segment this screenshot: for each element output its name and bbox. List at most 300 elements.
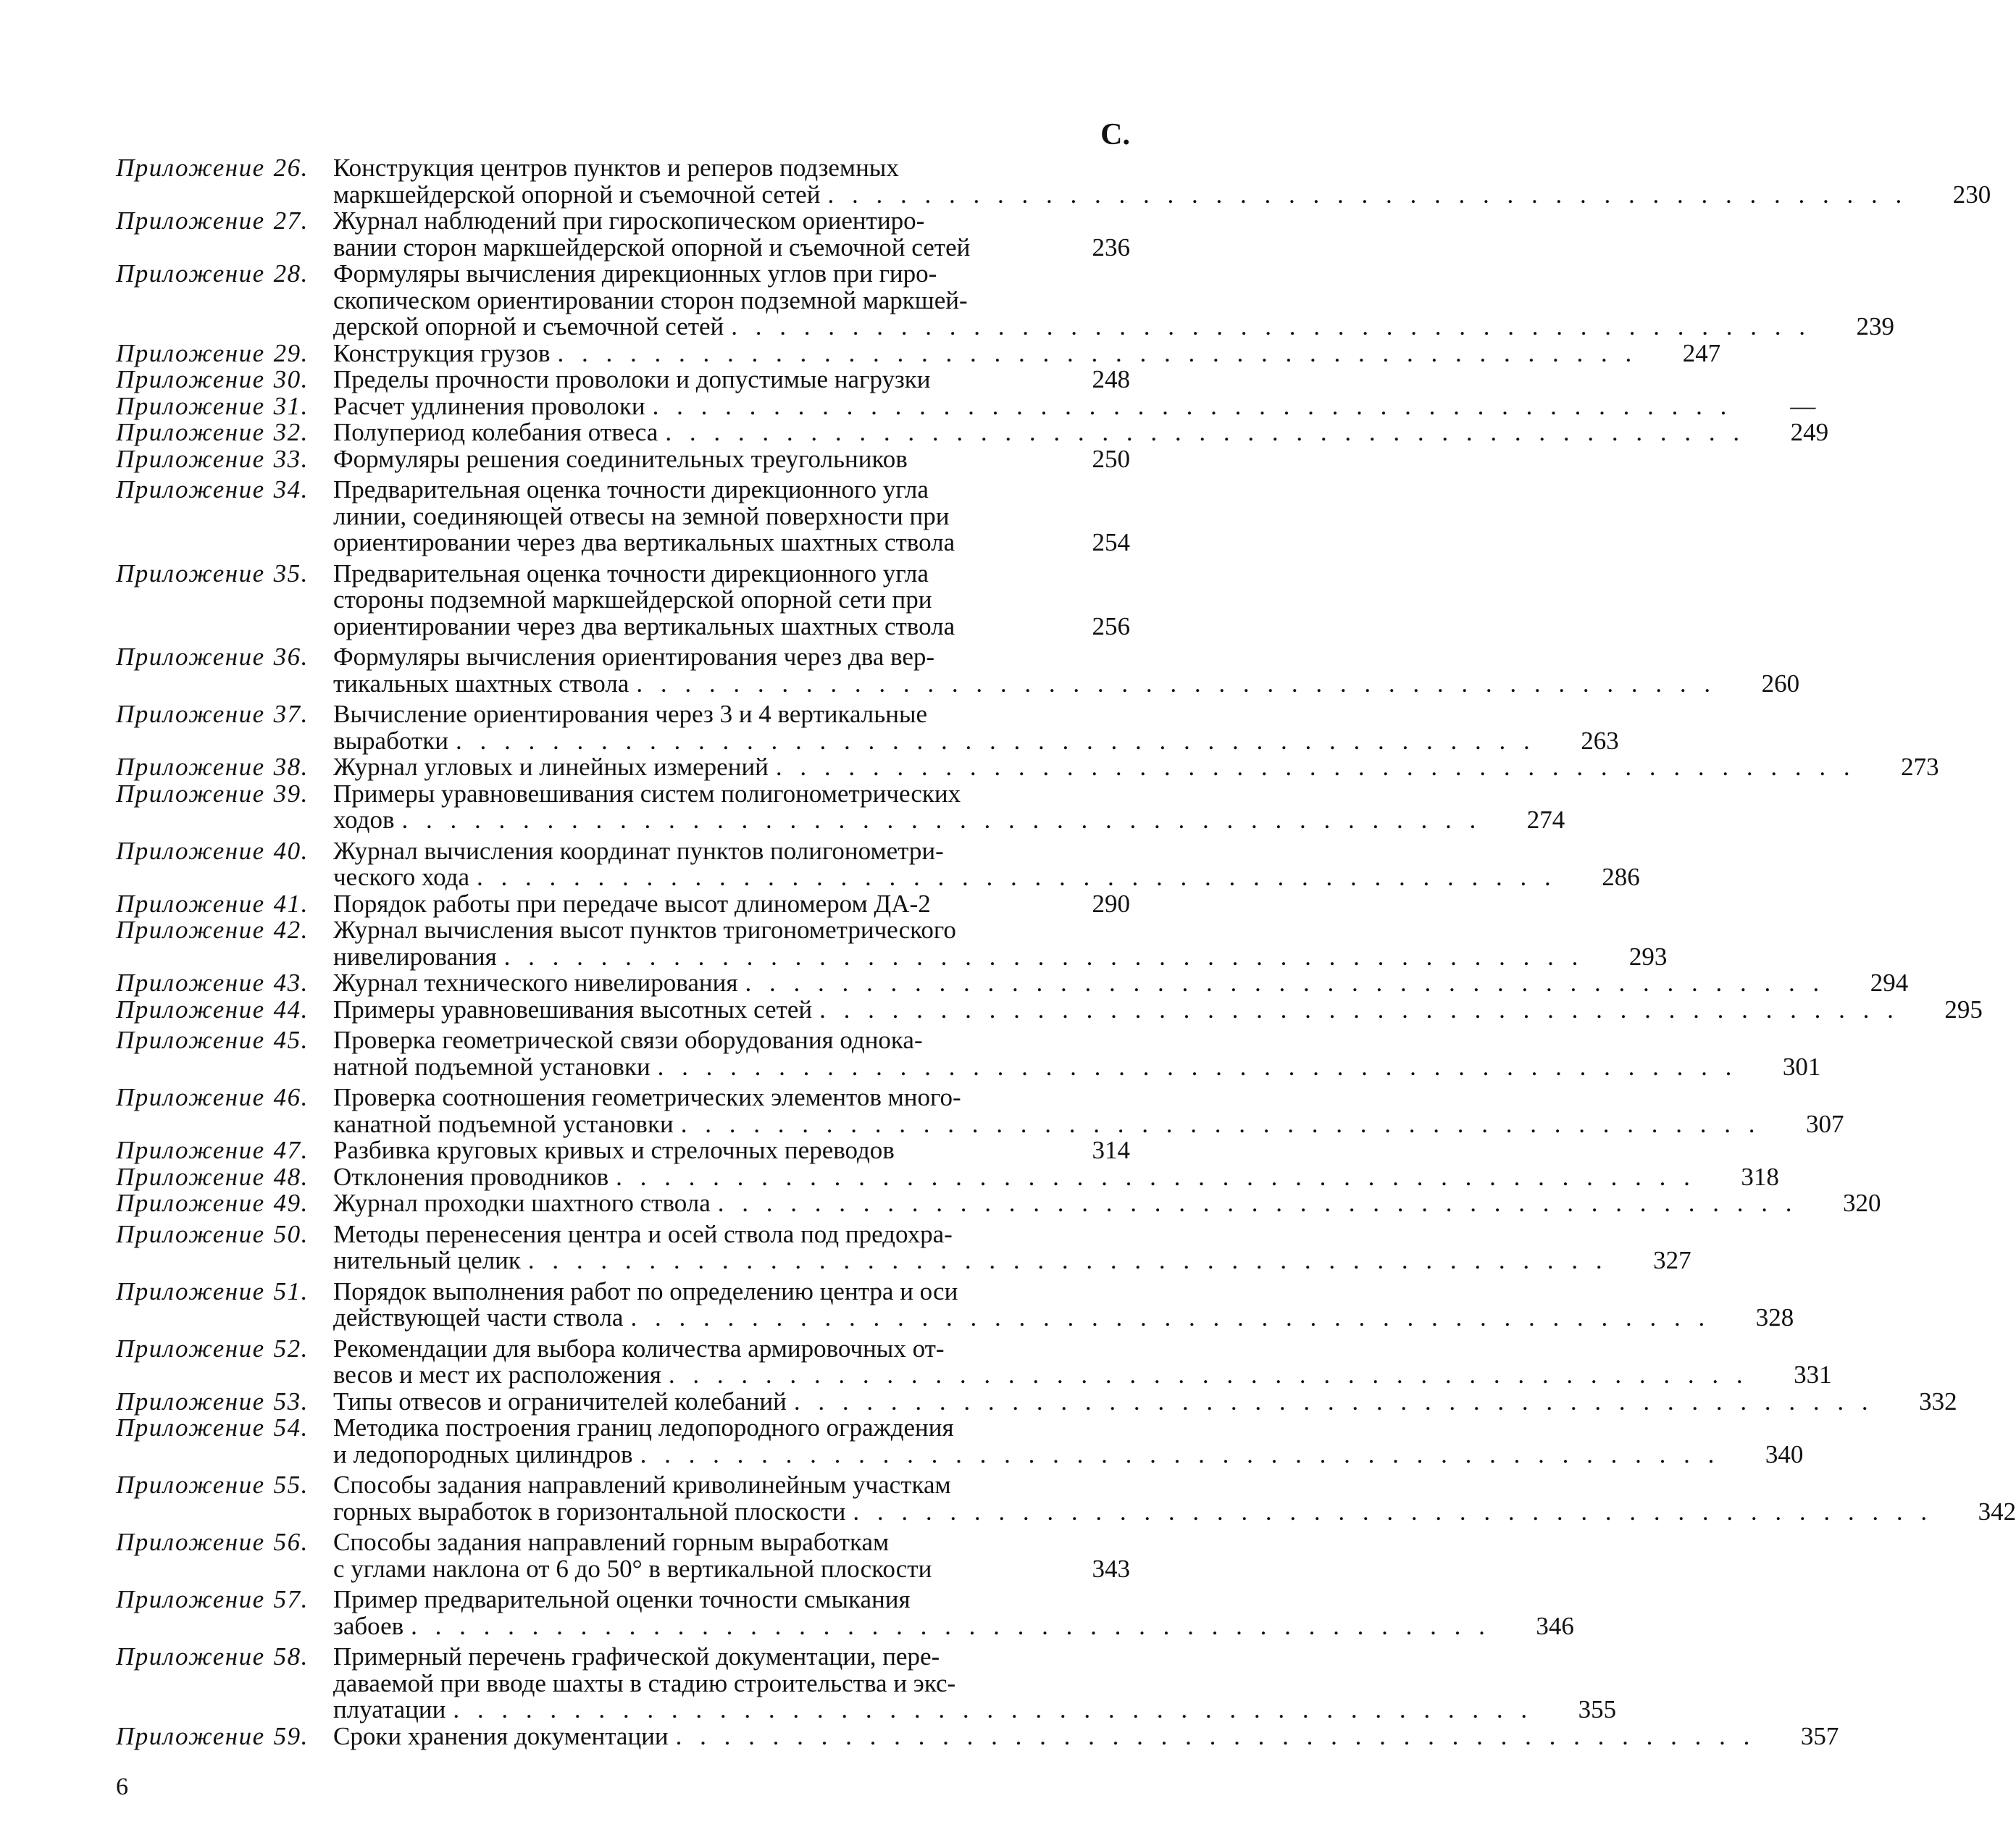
- appendix-word: Приложение: [116, 338, 265, 367]
- toc-entry: [116, 1721, 1839, 1750]
- dot-leaders: . . . . . . . . . . . . . . . . . . . . . . . . . . . . . . . . . . . . . . . . . . . . .: [616, 1162, 1696, 1191]
- toc-page-number: 320: [1843, 1189, 1881, 1217]
- toc-entry-title: Методы перенесения центра и осей ствола под предохра-: [333, 1219, 953, 1248]
- toc-entry-label: [116, 1472, 333, 1499]
- appendix-number: 51.: [273, 1276, 309, 1305]
- toc-entry-title: Способы задания направлений горным выработкам: [333, 1528, 890, 1556]
- toc-entry-title: Пределы прочности проволоки и допустимые нагрузки: [333, 365, 931, 393]
- toc-entry-title: вании сторон маркшейдерской опорной и съемочной сетей: [333, 233, 971, 262]
- toc-entry-label: [116, 1190, 333, 1217]
- toc-entry-line: [333, 1611, 1574, 1640]
- toc-entry-label: [116, 1723, 333, 1750]
- appendix-number: 34.: [273, 475, 309, 503]
- appendix-word: Приложение: [116, 1162, 265, 1191]
- toc-entry-title: Примерный перечень графической документации, пере-: [333, 1642, 940, 1671]
- toc-entry-line: [333, 701, 1130, 728]
- dot-leaders: . . . . . . . . . . . . . . . . . . . . . . . . . . . . . . . . . . . . . . . . . . . . .: [640, 1439, 1720, 1468]
- toc-entry: [116, 1162, 1779, 1191]
- toc-page-number: 328: [1755, 1303, 1794, 1332]
- appendix-number: 56.: [273, 1528, 309, 1556]
- appendix-word: Приложение: [116, 969, 265, 997]
- dot-leaders: . . . . . . . . . . . . . . . . . . . . . . . . . . . . . . . . . . . . . . . . . . . . .: [636, 669, 1717, 698]
- appendix-number: 29.: [273, 338, 309, 367]
- toc-entry-line: [333, 587, 1130, 614]
- appendix-number: 37.: [273, 700, 309, 728]
- appendix-number: 58.: [273, 1642, 309, 1671]
- appendix-number: 49.: [273, 1189, 309, 1217]
- toc-entry-line: [333, 208, 1130, 235]
- toc-entry-label: [116, 1085, 333, 1111]
- dot-leaders: . . . . . . . . . . . . . . . . . . . . . . . . . . . . . . . . . . . . . . . . . . . . .: [453, 1695, 1534, 1723]
- appendix-number: 27.: [273, 206, 309, 235]
- toc-entry-line: [333, 1162, 1779, 1191]
- toc-entry-line: [333, 1415, 1130, 1442]
- toc-entry: [116, 995, 1983, 1024]
- toc-entry-line: [333, 753, 1939, 781]
- toc-entry-title: тикальных шахтных ствола: [333, 669, 630, 698]
- appendix-word: Приложение: [116, 365, 265, 393]
- appendix-word: Приложение: [116, 444, 265, 473]
- toc-entry-title: Методика построения границ ледопородного ограждения: [333, 1413, 954, 1442]
- appendix-word: Приложение: [116, 1083, 265, 1111]
- toc-entry-line: [333, 838, 1130, 865]
- toc-page-number: 250: [1092, 444, 1130, 473]
- toc-entry-title: Журнал технического нивелирования: [333, 969, 738, 997]
- toc-entry: [116, 208, 1130, 261]
- toc-entry-label: [116, 1164, 333, 1191]
- appendix-word: Приложение: [116, 475, 265, 503]
- appendix-word: Приложение: [116, 1334, 265, 1363]
- toc-entry-line: [333, 942, 1668, 971]
- toc-page-number: 294: [1870, 969, 1909, 997]
- toc-entry: [116, 259, 1895, 340]
- toc-entry-title: Отклонения проводников: [333, 1162, 609, 1191]
- toc-entry-line: [333, 863, 1640, 891]
- toc-page-number: 273: [1901, 753, 1939, 781]
- toc-entry: [116, 1219, 1691, 1274]
- appendix-word: Приложение: [116, 1026, 265, 1054]
- appendix-word: Приложение: [116, 206, 265, 235]
- dot-leaders: . . . . . . . . . . . . . . . . . . . . . . . . . . . . . . . . . . . . . . . . . . . . .: [630, 1303, 1711, 1332]
- toc-entry: [116, 1083, 1844, 1138]
- toc-entry-line: [333, 418, 1829, 446]
- toc-page-number: 357: [1800, 1721, 1839, 1750]
- toc-entry-line: [333, 1529, 1130, 1556]
- toc-entry-title: Сроки хранения документации: [333, 1721, 669, 1750]
- toc-entry-label: [116, 997, 333, 1024]
- toc-page-number: 332: [1919, 1387, 1957, 1416]
- dot-leaders: . . . . . . . . . . . . . . . . . . . . . . . . . . . . . . . . . . . . . . . . . . . . .: [557, 338, 1638, 367]
- toc-entry: [116, 1642, 1617, 1723]
- toc-entry-title: Предварительная оценка точности дирекционного угла: [333, 475, 929, 503]
- appendix-number: 31.: [273, 391, 309, 420]
- toc-page-number: 249: [1790, 418, 1829, 446]
- dot-leaders: . . . . . . . . . . . . . . . . . . . . . . . . . . . . . . . . . . . . . . . . . . . . .: [657, 1052, 1738, 1081]
- toc-entry-label: [116, 419, 333, 446]
- appendix-word: Приложение: [116, 1387, 265, 1416]
- appendix-word: Приложение: [116, 1219, 265, 1248]
- appendix-word: Приложение: [116, 391, 265, 420]
- toc-entry-title: выработки: [333, 726, 448, 755]
- toc-entry-title: Формуляры вычисления дирекционных углов при гиро-: [333, 259, 937, 288]
- toc-entry-label: [116, 561, 333, 588]
- toc-entry-line: [333, 1721, 1839, 1750]
- toc-entry-line: [333, 1361, 1832, 1389]
- toc-entry-line: [333, 1052, 1821, 1081]
- appendix-number: 40.: [273, 836, 309, 865]
- toc-entry-title: натной подъемной установки: [333, 1052, 651, 1081]
- toc-entry-label: [116, 838, 333, 865]
- appendix-word: Приложение: [116, 259, 265, 288]
- appendix-number: 52.: [273, 1334, 309, 1363]
- dot-leaders: . . . . . . . . . . . . . . . . . . . . . . . . . . . . . . . . . . . . . . . . . . . . .: [793, 1387, 1874, 1416]
- toc-page-number: 230: [1952, 180, 1991, 209]
- appendix-word: Приложение: [116, 916, 265, 944]
- toc-entry-label: [116, 1644, 333, 1671]
- toc-page-number: 307: [1805, 1109, 1844, 1138]
- toc-entry-title: Порядок работы при передаче высот длиномером ДА-2: [333, 889, 931, 918]
- toc-entry-label: [116, 367, 333, 393]
- toc-entry-title: линии, соединяющей отвесы на земной поверхности при: [333, 501, 950, 530]
- toc-entry-line: [333, 1137, 1130, 1164]
- toc-entry-line: [333, 285, 1130, 314]
- toc-entry-title: плуатации: [333, 1695, 446, 1723]
- toc-entry-line: [333, 1027, 1130, 1054]
- toc-page-number: 346: [1536, 1611, 1574, 1640]
- appendix-word: Приложение: [116, 995, 265, 1024]
- toc-entry-line: [333, 1497, 2016, 1526]
- toc-page-number: 274: [1526, 806, 1565, 834]
- appendix-word: Приложение: [116, 1721, 265, 1750]
- dot-leaders: . . . . . . . . . . . . . . . . . . . . . . . . . . . . . . . . . . . . . . . . . . . . .: [819, 995, 1899, 1024]
- toc-page-number: 331: [1794, 1361, 1832, 1389]
- toc-entry-title: Рекомендации для выбора количества армировочных от-: [333, 1334, 945, 1363]
- toc-page-number: 343: [1092, 1554, 1130, 1583]
- toc-entry-label: [116, 1389, 333, 1416]
- dot-leaders: . . . . . . . . . . . . . . . . . . . . . . . . . . . . . . . . . . . . . . . . . . . . .: [675, 1721, 1756, 1750]
- toc-page-number: —: [1790, 391, 1816, 420]
- toc-entry-label: [116, 644, 333, 671]
- appendix-number: 43.: [273, 969, 309, 997]
- appendix-word: Приложение: [116, 559, 265, 588]
- appendix-word: Приложение: [116, 1136, 265, 1164]
- toc-entry: [116, 446, 1130, 473]
- appendix-word: Приложение: [116, 889, 265, 918]
- toc-entry-line: [333, 1695, 1617, 1723]
- toc-entry-label: [116, 446, 333, 473]
- toc-entry-line: [333, 1668, 1130, 1697]
- toc-entry-line: [333, 391, 1816, 420]
- toc-entry: [116, 1529, 1130, 1582]
- appendix-number: 59.: [273, 1721, 309, 1750]
- toc-entry-title: нительный целик: [333, 1246, 521, 1274]
- toc-entry-title: с углами наклона от 6 до 50° в вертикальной плоскости: [333, 1554, 932, 1583]
- toc-page-number: 236: [1092, 233, 1130, 262]
- toc-entry-label: [116, 1415, 333, 1442]
- toc-entry-title: Журнал вычисления координат пунктов полигонометри-: [333, 836, 944, 865]
- appendix-word: Приложение: [116, 836, 265, 865]
- toc-page-number: 247: [1682, 338, 1721, 367]
- toc-entry-title: Формуляры вычисления ориентирования через два вер-: [333, 643, 935, 671]
- toc-entry-line: [333, 1472, 1130, 1499]
- appendix-number: 30.: [273, 365, 309, 393]
- dot-leaders: . . . . . . . . . . . . . . . . . . . . . . . . . . . . . . . . . . . . . . . . . . . . .: [665, 418, 1746, 446]
- toc-entry-line: [333, 891, 1130, 918]
- toc-entry-label: [116, 261, 333, 288]
- dot-leaders: . . . . . . . . . . . . . . . . . . . . . . . . . . . . . . . . . . . . . . . . . . . . .: [668, 1361, 1749, 1389]
- toc-entry: [116, 916, 1668, 971]
- appendix-word: Приложение: [116, 1276, 265, 1305]
- appendix-number: 55.: [273, 1471, 309, 1499]
- toc-entry-title: и ледопородных цилиндров: [333, 1439, 633, 1468]
- toc-entry-title: дерской опорной и съемочной сетей: [333, 312, 724, 340]
- toc-entry-line: [333, 1303, 1794, 1332]
- toc-entry-title: Журнал наблюдений при гироскопическом ориентиро-: [333, 206, 925, 235]
- toc-entry-label: [116, 1587, 333, 1613]
- toc-page-number: 355: [1578, 1695, 1617, 1723]
- toc-entry-line: [333, 1276, 1130, 1305]
- toc-entry-line: [333, 1336, 1130, 1363]
- toc-entry-title: Разбивка круговых кривых и стрелочных переводов: [333, 1136, 895, 1164]
- appendix-word: Приложение: [116, 1471, 265, 1499]
- toc-entry-label: [116, 1336, 333, 1363]
- appendix-number: 39.: [273, 779, 309, 808]
- toc-entry-title: Способы задания направлений криволинейным участкам: [333, 1471, 951, 1499]
- dot-leaders: . . . . . . . . . . . . . . . . . . . . . . . . . . . . . . . . . . . . . . . . . . . . .: [731, 312, 1812, 340]
- toc-entry-title: стороны подземной маркшейдерской опорной сети при: [333, 585, 932, 614]
- toc-entry: [116, 836, 1640, 891]
- appendix-number: 33.: [273, 444, 309, 473]
- toc-entry: [116, 1189, 1881, 1217]
- toc-entry-title: действующей части ствола: [333, 1303, 624, 1332]
- dot-leaders: . . . . . . . . . . . . . . . . . . . . . . . . . . . . . . . . . . . . . . . . . . . . .: [775, 753, 1856, 781]
- toc-page-number: 301: [1782, 1052, 1821, 1081]
- dot-leaders: . . . . . . . . . . . . . . . . . . . . . . . . . . . . . . . . . . . . . . . . . . . . .: [680, 1109, 1761, 1138]
- toc-entry-title: Вычисление ориентирования через 3 и 4 вертикальные: [333, 700, 928, 728]
- toc-entry-label: [116, 208, 333, 235]
- toc-entry: [116, 338, 1721, 367]
- toc-entry-line: [333, 1439, 1804, 1468]
- dot-leaders: . . . . . . . . . . . . . . . . . . . . . . . . . . . . . . . . . . . . . . . . . . . . .: [853, 1497, 1933, 1526]
- toc-entry: [116, 779, 1565, 834]
- toc-entry-title: Полупериод колебания отвеса: [333, 418, 658, 446]
- toc-entry: [116, 1026, 1821, 1081]
- toc-entry-title: маркшейдерской опорной и съемочной сетей: [333, 180, 821, 209]
- toc-entry: [116, 1334, 1832, 1389]
- toc-entry-line: [333, 367, 1130, 393]
- toc-entry-title: горных выработок в горизонтальной плоскости: [333, 1497, 846, 1526]
- toc-entry-title: весов и мест их расположения: [333, 1361, 661, 1389]
- toc-entry-label: [116, 155, 333, 182]
- toc-page-number: 327: [1653, 1246, 1691, 1274]
- toc-entry-title: Конструкция грузов: [333, 338, 551, 367]
- toc-entry-label: [116, 340, 333, 367]
- toc-entry-label: [116, 891, 333, 918]
- appendix-number: 42.: [273, 916, 309, 944]
- appendix-word: Приложение: [116, 643, 265, 671]
- toc-entry-title: ческого хода: [333, 863, 470, 891]
- toc-entry: [116, 1276, 1794, 1332]
- appendix-word: Приложение: [116, 1189, 265, 1217]
- appendix-number: 44.: [273, 995, 309, 1024]
- toc-entry-title: Типы отвесов и ограничителей колебаний: [333, 1387, 787, 1416]
- toc-page-number: 254: [1092, 528, 1130, 556]
- toc-entry-title: Конструкция центров пунктов и реперов подземных: [333, 154, 899, 182]
- toc-entry: [116, 367, 1130, 393]
- toc-entry-line: [333, 669, 1800, 698]
- toc-entry-line: [333, 644, 1130, 671]
- appendix-number: 50.: [273, 1219, 309, 1248]
- dot-leaders: . . . . . . . . . . . . . . . . . . . . . . . . . . . . . . . . . . . . . . . . . . . . .: [503, 942, 1584, 971]
- toc-entry-title: Пример предварительной оценки точности смыкания: [333, 1585, 911, 1613]
- appendix-number: 32.: [273, 418, 309, 446]
- toc-entry-line: [333, 1246, 1691, 1274]
- toc-entry-line: [333, 1644, 1130, 1671]
- appendix-number: 53.: [273, 1387, 309, 1416]
- toc-entry: [116, 1137, 1130, 1164]
- appendix-number: 36.: [273, 643, 309, 671]
- appendix-number: 28.: [273, 259, 309, 288]
- appendix-number: 45.: [273, 1026, 309, 1054]
- toc-page-number: 314: [1092, 1136, 1130, 1164]
- dot-leaders: . . . . . . . . . . . . . . . . . . . . . . . . . . . . . . . . . . . . . . . . . . . . .: [527, 1246, 1608, 1274]
- toc-page-number: 256: [1092, 611, 1130, 640]
- toc-page-number: 263: [1581, 726, 1619, 755]
- toc-entry-line: [333, 261, 1130, 288]
- toc-entry-line: [333, 995, 1983, 1024]
- dot-leaders: . . . . . . . . . . . . . . . . . . . . . . . . . . . . . . . . . . . . . . . . . . . . .: [652, 391, 1733, 420]
- toc-entry-label: [116, 970, 333, 997]
- appendix-number: 48.: [273, 1162, 309, 1191]
- appendix-word: Приложение: [116, 1642, 265, 1671]
- dot-leaders: . . . . . . . . . . . . . . . . . . . . . . . . . . . . . . . . . . . . . . . . . . . . .: [401, 806, 1482, 834]
- toc-entry-label: [116, 1276, 333, 1305]
- toc-entry: [116, 643, 1800, 698]
- toc-entry: [116, 891, 1130, 918]
- toc-entry-line: [333, 503, 1130, 530]
- toc-entry-line: [333, 917, 1130, 944]
- dot-leaders: . . . . . . . . . . . . . . . . . . . . . . . . . . . . . . . . . . . . . . . . . . . . .: [411, 1611, 1491, 1640]
- appendix-word: Приложение: [116, 1585, 265, 1613]
- appendix-number: 35.: [273, 559, 309, 588]
- toc-entry-title: Журнал проходки шахтного ствола: [333, 1189, 711, 1217]
- toc-entry-title: Журнал угловых и линейных измерений: [333, 753, 769, 781]
- toc-entry-title: даваемой при вводе шахты в стадию строительства и экс-: [333, 1668, 956, 1697]
- toc-entry-title: Примеры уравновешивания высотных сетей: [333, 995, 813, 1024]
- dot-leaders: . . . . . . . . . . . . . . . . . . . . . . . . . . . . . . . . . . . . . . . . . . . . .: [745, 969, 1825, 997]
- appendix-word: Приложение: [116, 154, 265, 182]
- dot-leaders: . . . . . . . . . . . . . . . . . . . . . . . . . . . . . . . . . . . . . . . . . . . . .: [717, 1189, 1798, 1217]
- toc-entry-label: [116, 1027, 333, 1054]
- toc-entry-line: [333, 781, 1130, 808]
- toc-entry: [116, 1413, 1804, 1468]
- toc-entry-line: [333, 1109, 1844, 1138]
- toc-page-number: 318: [1741, 1162, 1779, 1191]
- toc-entry-line: [333, 235, 1130, 262]
- toc-entry: [116, 1585, 1574, 1640]
- toc-entry-label: [116, 1529, 333, 1556]
- appendix-word: Приложение: [116, 753, 265, 781]
- appendix-number: 46.: [273, 1083, 309, 1111]
- appendix-word: Приложение: [116, 700, 265, 728]
- appendix-word: Приложение: [116, 418, 265, 446]
- toc-entry: [116, 753, 1939, 781]
- toc-entry-line: [333, 1587, 1130, 1613]
- toc-page-number: 239: [1856, 312, 1895, 340]
- toc-entry: [116, 561, 1130, 640]
- toc-entry-line: [333, 561, 1130, 588]
- appendix-word: Приложение: [116, 1413, 265, 1442]
- toc-entry-label: [116, 754, 333, 781]
- toc-page-number: 295: [1944, 995, 1983, 1024]
- toc-entry-title: Расчет удлинения проволоки: [333, 391, 645, 420]
- toc-entry-title: нивелирования: [333, 942, 497, 971]
- toc-entry-line: [333, 806, 1565, 834]
- toc-entry-title: Порядок выполнения работ по определению центра и оси: [333, 1276, 958, 1305]
- toc-entry-label: [116, 701, 333, 728]
- toc-entry-title: Проверка соотношения геометрических элементов много-: [333, 1083, 961, 1111]
- toc-entry: [116, 154, 1991, 209]
- toc-entry-line: [333, 338, 1721, 367]
- toc-entry-line: [333, 155, 1130, 182]
- toc-entry-line: [333, 1085, 1130, 1111]
- appendix-number: 38.: [273, 753, 309, 781]
- toc-entry-label: [116, 917, 333, 944]
- toc-entry: [116, 477, 1130, 556]
- dot-leaders: . . . . . . . . . . . . . . . . . . . . . . . . . . . . . . . . . . . . . . . . . . . . .: [827, 180, 1908, 209]
- toc-entry-line: [333, 1556, 1130, 1583]
- toc-entry-title: скопическом ориентировании сторон подземной маркшей-: [333, 285, 968, 314]
- toc-entry-title: Журнал вычисления высот пунктов тригонометрического: [333, 916, 956, 944]
- dot-leaders: . . . . . . . . . . . . . . . . . . . . . . . . . . . . . . . . . . . . . . . . . . . . .: [477, 863, 1557, 891]
- appendix-number: 41.: [273, 889, 309, 918]
- toc-page-number: 260: [1761, 669, 1800, 698]
- appendix-word: Приложение: [116, 779, 265, 808]
- toc-entry-title: ориентировании через два вертикальных шахтных ствола: [333, 528, 955, 556]
- toc-page-number: 342: [1978, 1497, 2016, 1526]
- toc-entry-line: [333, 611, 1130, 640]
- toc-entry-label: [116, 781, 333, 808]
- appendix-number: 57.: [273, 1585, 309, 1613]
- toc-entry: [116, 969, 1909, 997]
- page-column-header: С.: [1100, 118, 1130, 151]
- toc-entry-title: ходов: [333, 806, 395, 834]
- toc-entry-title: Предварительная оценка точности дирекционного угла: [333, 559, 929, 588]
- toc-entry-title: канатной подъемной установки: [333, 1109, 674, 1138]
- toc-entry: [116, 418, 1829, 446]
- toc-entry: [116, 391, 1816, 420]
- appendix-number: 47.: [273, 1136, 309, 1164]
- toc-page-number: 248: [1092, 365, 1130, 393]
- toc-entry-title: Примеры уравновешивания систем полигонометрических: [333, 779, 961, 808]
- toc-entry-label: [116, 1221, 333, 1248]
- toc-page-number: 290: [1092, 889, 1130, 918]
- dot-leaders: . . . . . . . . . . . . . . . . . . . . . . . . . . . . . . . . . . . . . . . . . . . . .: [455, 726, 1536, 755]
- appendix-number: 54.: [273, 1413, 309, 1442]
- appendix-number: 26.: [273, 154, 309, 182]
- toc-entry-line: [333, 477, 1130, 503]
- toc-entry-line: [333, 180, 1991, 209]
- toc-entry-line: [333, 446, 1130, 473]
- page-number: 6: [116, 1773, 128, 1800]
- toc-entry: [116, 1471, 2016, 1526]
- toc-entry: [116, 700, 1619, 755]
- toc-entry: [116, 1387, 1957, 1416]
- toc-entry-line: [333, 726, 1619, 755]
- toc-entry-line: [333, 312, 1895, 340]
- toc-page-number: 340: [1765, 1439, 1804, 1468]
- toc-entry-title: Формуляры решения соединительных треугольников: [333, 444, 908, 473]
